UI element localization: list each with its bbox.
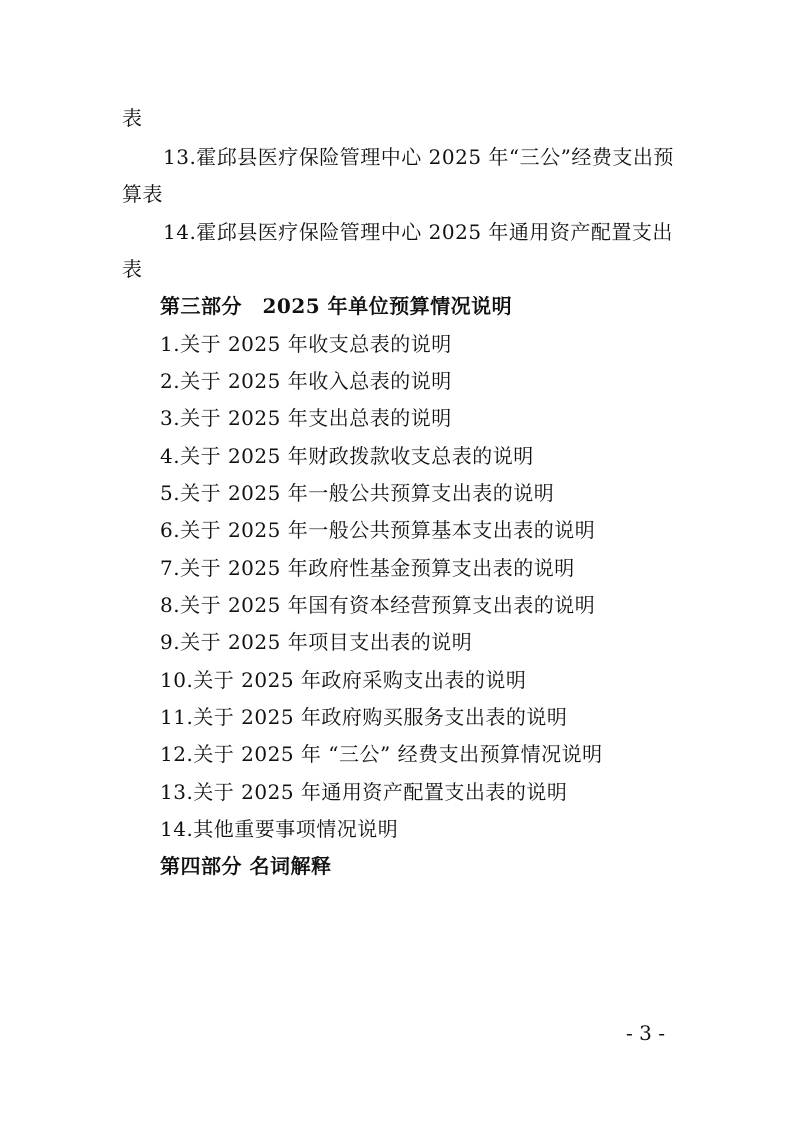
text-line: 表 <box>122 257 143 281</box>
text-line <box>163 219 673 245</box>
list-item: 12.关于 2025 年 “三公” 经费支出预算情况说明 <box>160 742 603 766</box>
list-item: 1.关于 2025 年收支总表的说明 <box>160 332 452 356</box>
section-heading: 第四部分 名词解释 <box>160 854 332 878</box>
page-number: - 3 - <box>626 1021 665 1045</box>
list-item: 11.关于 2025 年政府购买服务支出表的说明 <box>160 705 568 729</box>
list-item: 14.其他重要事项情况说明 <box>160 817 399 841</box>
list-item: 5.关于 2025 年一般公共预算支出表的说明 <box>160 481 555 505</box>
list-item: 13.关于 2025 年通用资产配置支出表的说明 <box>160 780 568 804</box>
list-item: 3.关于 2025 年支出总表的说明 <box>160 406 452 430</box>
text-line: 算表 <box>122 182 163 206</box>
list-item: 4.关于 2025 年财政拨款收支总表的说明 <box>160 444 534 468</box>
list-item: 8.关于 2025 年国有资本经营预算支出表的说明 <box>160 593 596 617</box>
list-item: 6.关于 2025 年一般公共预算基本支出表的说明 <box>160 518 596 542</box>
text-line <box>163 144 674 170</box>
text-line: 表 <box>122 106 143 130</box>
list-item-14-line1: 14.霍邱县医疗保险管理中心 2025 年通用资产配置支出 <box>163 220 673 244</box>
list-item: 9.关于 2025 年项目支出表的说明 <box>160 630 473 654</box>
list-item-13-line1: 13.霍邱县医疗保险管理中心 2025 年“三公”经费支出预 <box>163 145 674 169</box>
list-item: 7.关于 2025 年政府性基金预算支出表的说明 <box>160 556 575 580</box>
section-heading: 第三部分 2025 年单位预算情况说明 <box>160 294 513 318</box>
list-item: 2.关于 2025 年收入总表的说明 <box>160 369 452 393</box>
list-item: 10.关于 2025 年政府采购支出表的说明 <box>160 668 527 692</box>
